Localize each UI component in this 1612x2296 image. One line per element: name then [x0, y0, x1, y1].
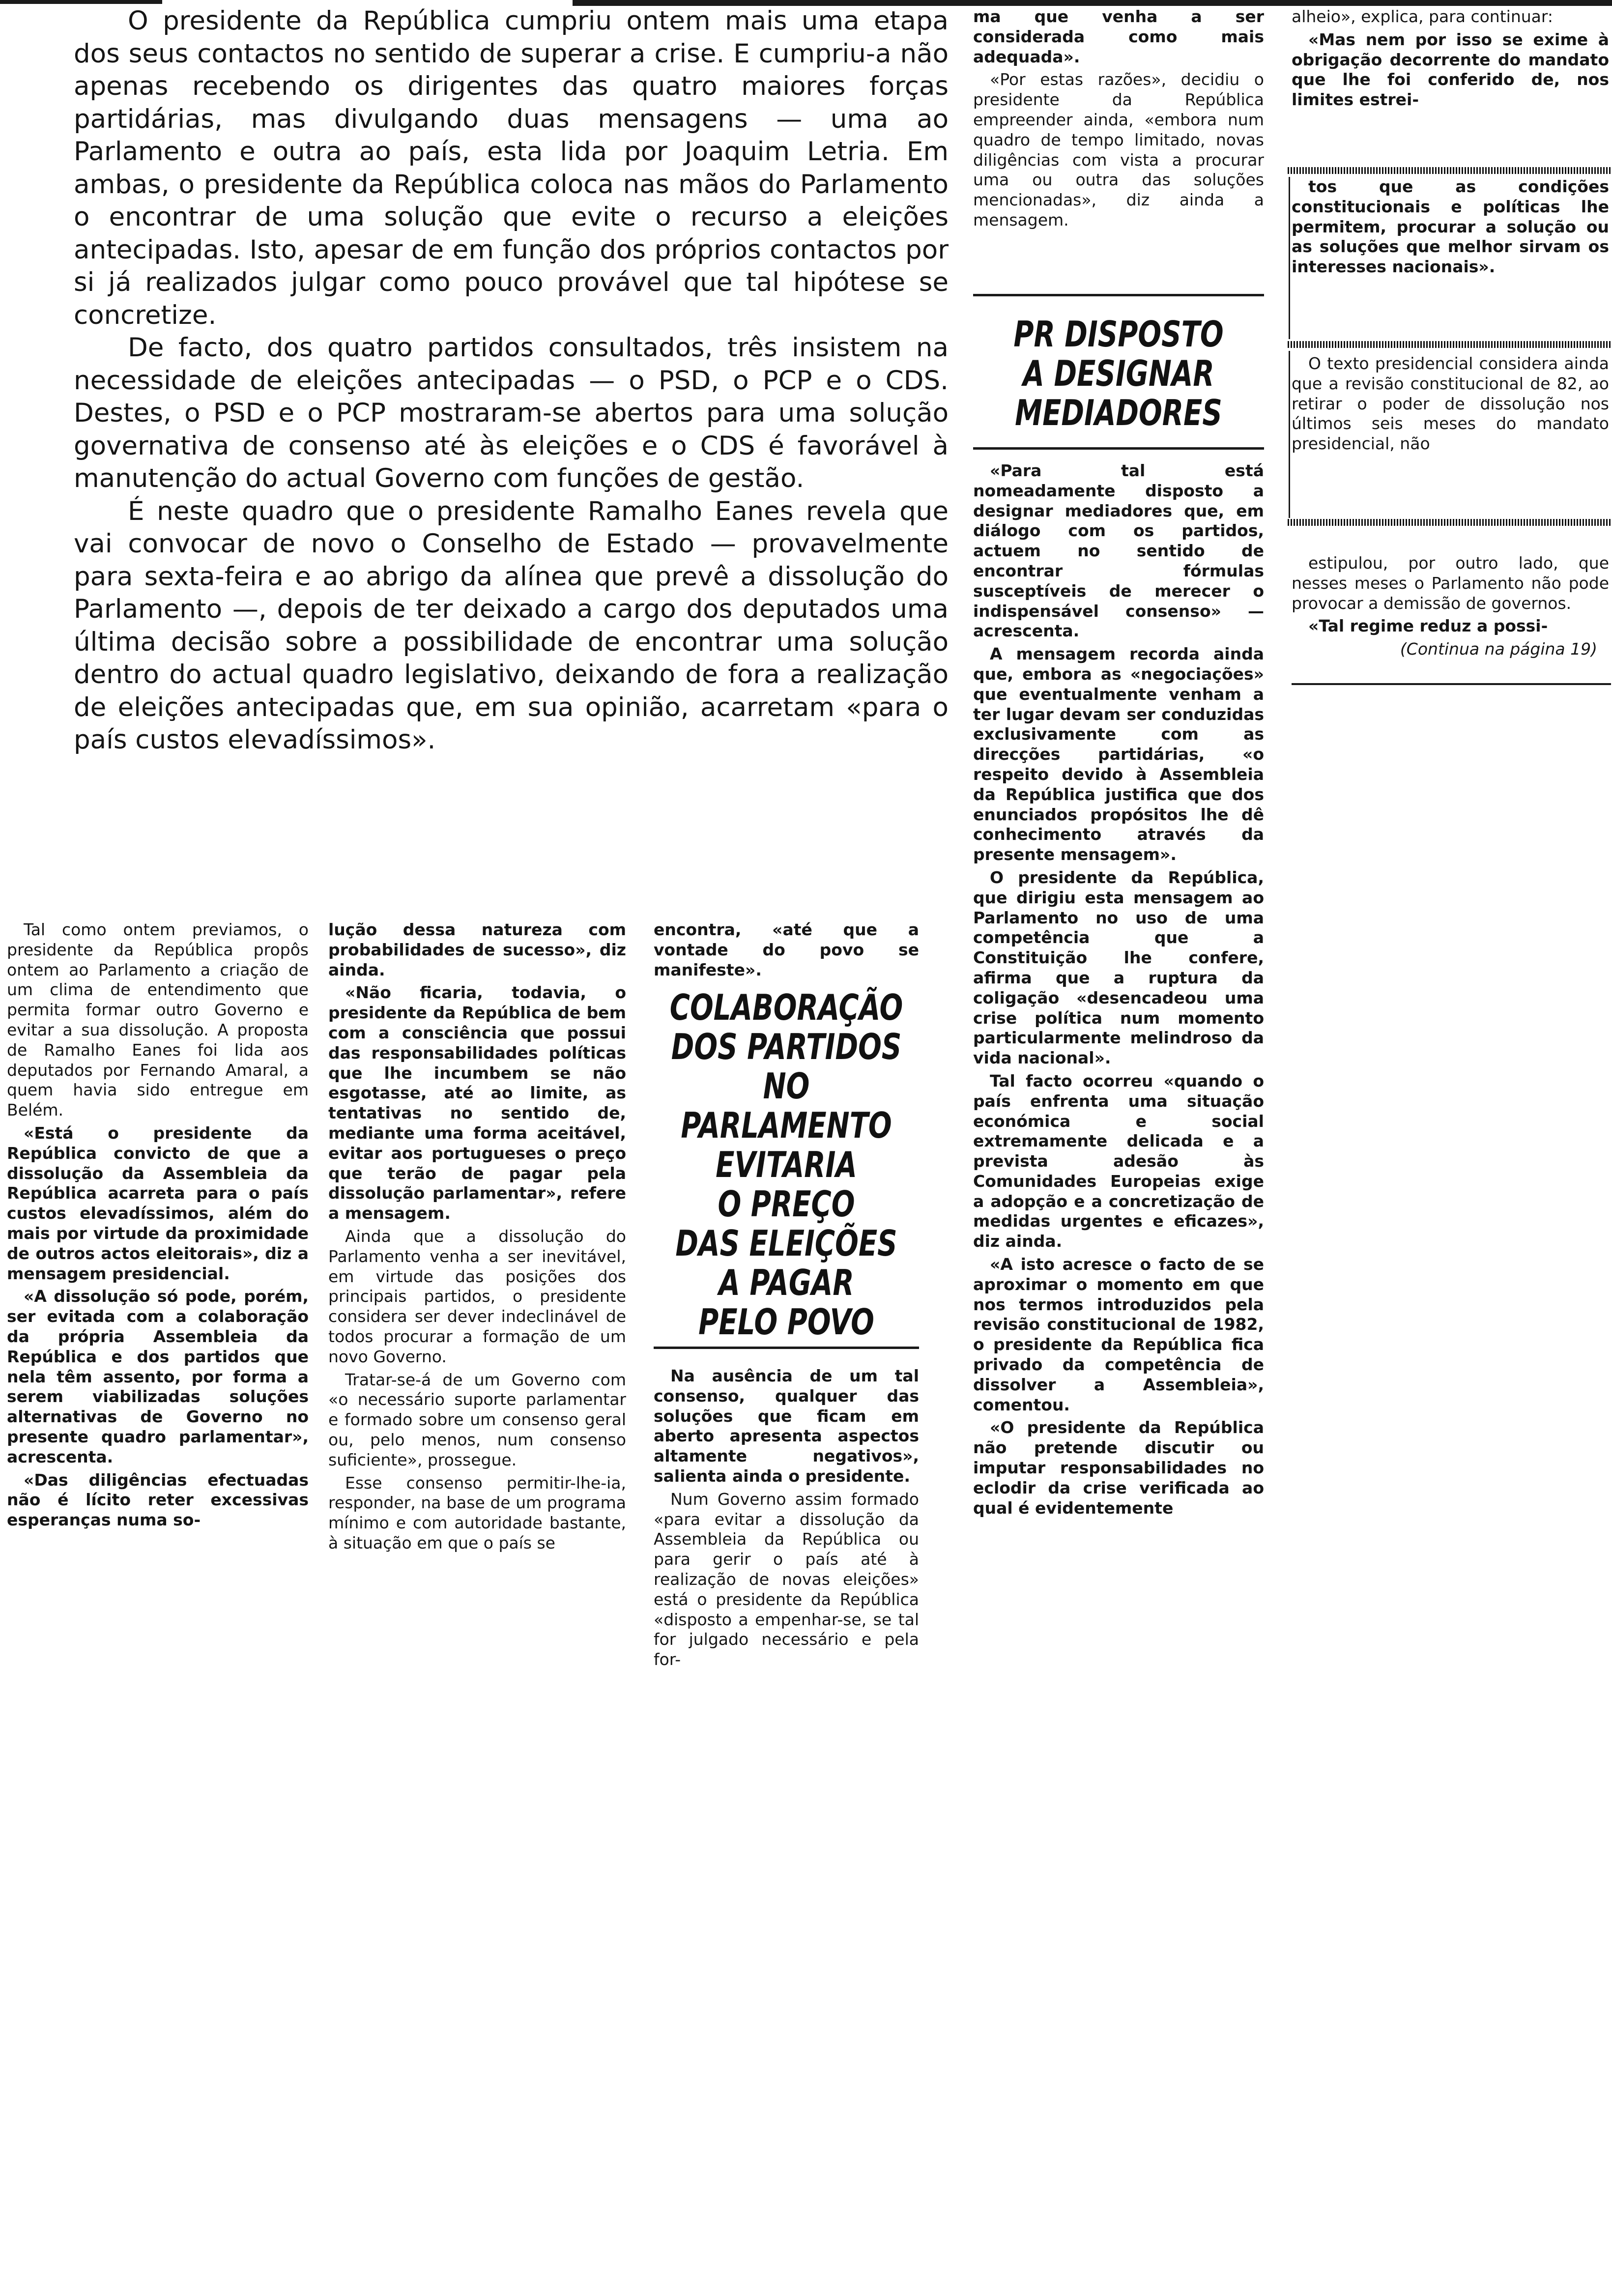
- col1-paragraph: Tal como ontem previamos, o presidente da República propôs ontem ao Parlamento a criação de um clima de entendimento que permita formar outro Governo e evitar a sua dissolução. A proposta de Ramalho Eanes foi lida aos deputados por Fernando Amaral, a quem havia sido entregue em Belém.: [7, 920, 309, 1120]
- headline-line: PR DISPOSTO: [1013, 314, 1224, 355]
- col2-paragraph: lução dessa natureza com probabilidades de sucesso», diz ainda.: [328, 920, 626, 979]
- headline-line: MEDIADORES: [1015, 392, 1222, 433]
- column-3: [654, 1366, 919, 1673]
- divider-hatch: [1288, 519, 1612, 526]
- bottom-rule: [1292, 683, 1611, 685]
- col2-paragraph: Ainda que a dissolução do Parlamento venha a ser inevitável, em virtude das posições dos principais partidos, o presidente considera ser dever indeclinável de todos procurar a formação de um novo Governo.: [328, 1226, 626, 1366]
- headline-rule: [654, 1347, 919, 1349]
- headline-line: A DESIGNAR: [1023, 353, 1214, 394]
- headline-line: O PREÇO: [718, 1183, 855, 1225]
- headline-line: DAS ELEIÇÕES: [675, 1223, 897, 1264]
- divider-hatch: [1288, 167, 1612, 174]
- section-rule: [973, 447, 1264, 450]
- col4-paragraph: «Para tal está nomeadamente disposto a designar mediadores que, em diálogo com os partidos, actuem no sentido de encontrar fórmulas susceptíveis de merecer o indispensável consenso» — acrescenta.: [973, 461, 1264, 641]
- continued-note: (Continua na página 19): [1400, 639, 1597, 659]
- column-4: [973, 461, 1264, 1521]
- column-4-top: [973, 7, 1264, 233]
- lead-paragraph-3: É neste quadro que o presidente Ramalho Eanes revela que vai convocar de novo o Conselho de Estado — provavelmente para sexta-feira e ao abrigo da alínea que prevê a dissolução do Parlamento —, depois de ter deixado a cargo dos deputados uma última decisão sobre a possibilidade de encontrar uma solução dentro do actual quadro legislativo, deixando de fora a realização de eleições antecipadas que, em sua opinião, acarretam «para o país custos elevadíssimos».: [74, 496, 949, 755]
- col4-paragraph: Tal facto ocorreu «quando o país enfrenta uma situação económica e social extremamente delicada e a prevista adesão às Comunidades Europeias exige a adopção e a concretização de medidas urgentes e eficazes», diz ainda.: [973, 1071, 1264, 1251]
- col4-paragraph: O presidente da República, que dirigiu esta mensagem ao Parlamento no uso de uma competência que a Constituição lhe confere, afirma que a ruptura da coligação «desencadeou uma crise política num momento particularmente melindroso da vida nacional».: [973, 867, 1264, 1068]
- column-5-bottom: [1292, 553, 1609, 662]
- headline-line: PELO POVO: [698, 1301, 874, 1343]
- col3-top-paragraph: encontra, «até que a vontade do povo se manifeste».: [654, 920, 919, 979]
- divider-hatch: [1288, 341, 1612, 348]
- lead-paragraph-1: O presidente da República cumpriu ontem mais uma etapa dos seus contactos no sentido de superar a crise. E cumpriu-a não apenas recebendo os dirigentes das quatro maiores forças partidárias, mas divulgando duas mensagens — uma ao Parlamento e outra ao país, esta lida por Joaquim Letria. Em ambas, o presidente da República coloca nas mãos do Parlamento o encontrar de uma solução que evite o recurso a eleições antecipadas. Isto, apesar de em função dos próprios contactos por si já realizados julgar como pouco provável que tal hipótese se concretize.: [74, 6, 949, 330]
- col5-last-paragraph: «Tal regime reduz a possi-: [1308, 616, 1548, 636]
- section-rule: [973, 294, 1264, 296]
- col5-box2-paragraph: tos que as condições constitucionais e políticas lhe permitem, procurar a solução ou as soluções que melhor sirvam os interesses nacionais».: [1292, 177, 1609, 277]
- lead-article: [74, 5, 949, 757]
- column-1: [7, 920, 309, 1533]
- col2-paragraph: «Não ficaria, todavia, o presidente da República de bem com a consciência que possui das responsabilidades políticas que lhe incumbem se não esgotasse, até ao limite, as tentativas no sentido de, mediante uma forma aceitável, evitar aos portugueses o preço que terão de pagar pela dissolução parlamentar», refere a mensagem.: [328, 983, 626, 1223]
- col1-paragraph: «Das diligências efectuadas não é lícito reter excessivas esperanças numa so-: [7, 1470, 309, 1530]
- headline-line: A PAGAR: [719, 1262, 854, 1303]
- headline-line: NO PARLAMENTO: [681, 1065, 892, 1146]
- col1-paragraph: «Está o presidente da República convicto de que a dissolução da Assembleia da República acarreta para o país custos elevadíssimos, além do mais por virtude da proximidade de outros actos eleitorais», diz a mensagem presidencial.: [7, 1123, 309, 1283]
- col1-paragraph: «A dissolução só pode, porém, ser evitada com a colaboração da própria Assembleia da República e dos partidos que nela têm assento, por forma a serem viabilizadas soluções alternativas de Governo no presente quadro parlamentar», acrescenta.: [7, 1287, 309, 1466]
- headline-line: COLABORAÇÃO: [669, 987, 903, 1028]
- top-rule-left: [0, 0, 162, 4]
- column-3-top: [654, 920, 919, 983]
- col4-top-paragraph: ma que venha a ser considerada como mais adequada».: [973, 7, 1264, 66]
- col2-paragraph: Esse consenso permitir-lhe-ia, responder, na base de um programa mínimo e com autoridade bastante, à situação em que o país se: [328, 1473, 626, 1552]
- col3-paragraph: Na ausência de um tal consenso, qualquer das soluções que ficam em aberto apresenta aspectos altamente negativos», salienta ainda o presidente.: [654, 1366, 919, 1486]
- col3-paragraph: Num Governo assim formado «para evitar a dissolução da Assembleia da República ou para gerir o país até à realização de novas eleições» está o presidente da República «disposto a empenhar-se, se tal for julgado necessário e pela for-: [654, 1489, 919, 1669]
- col5-top-paragraph: alheio», explica, para continuar:: [1292, 7, 1553, 26]
- col4-paragraph: A mensagem recorda ainda que, embora as «negociações» que eventualmente venham a ter lugar devam ser conduzidas exclusivamente com as direcções partidárias, «o respeito devido à Assembleia da República justifica que dos enunciados propósitos lhe dê conhecimento através da presente mensagem».: [973, 644, 1264, 864]
- headline-line: EVITARIA: [716, 1144, 857, 1185]
- column-5-box: [1292, 177, 1609, 280]
- col5-after-paragraph: estipulou, por outro lado, que nesses meses o Parlamento não pode provocar a demissão de governos.: [1292, 553, 1609, 613]
- col2-paragraph: Tratar-se-á de um Governo com «o necessário suporte parlamentar e formado sobre um consenso geral ou, pelo menos, num consenso suficiente», prossegue.: [328, 1370, 626, 1469]
- column-2: [328, 920, 626, 1556]
- col4-paragraph: «O presidente da República não pretende discutir ou imputar responsabilidades no eclodir da crise verificada ao qual é evidentemente: [973, 1418, 1264, 1518]
- lead-paragraph-2: De facto, dos quatro partidos consultados, três insistem na necessidade de eleições antecipadas — o PSD, o PCP e o CDS. Destes, o PSD e o PCP mostraram-se abertos para uma solução governativa de consenso até às eleições e o CDS é favorável à manutenção do actual Governo com funções de gestão.: [74, 333, 949, 493]
- col5-box3-paragraph: O texto presidencial considera ainda que a revisão constitucional de 82, ao retirar o poder de dissolução nos últimos seis meses do mandato presidencial, não: [1292, 354, 1609, 454]
- col4-paragraph: «A isto acresce o facto de se aproximar o momento em que nos termos introduzidos pela revisão constitucional de 1982, o presidente da República fica privado da competência de dissolver a Assembleia», comentou.: [973, 1255, 1264, 1414]
- column-5-box-2: [1292, 354, 1609, 457]
- headline-pr-disposto: [1005, 315, 1232, 432]
- col4-top-paragraph: «Por estas razões», decidiu o presidente da República empreender ainda, «embora num quadro de tempo limitado, novas diligências com vista a procurar uma ou outra das soluções mencionadas», diz ainda a mensagem.: [973, 70, 1264, 230]
- headline-line: DOS PARTIDOS: [671, 1026, 902, 1067]
- headline-colaboracao: [667, 988, 905, 1342]
- column-5-top: [1292, 7, 1609, 113]
- col5-box1-paragraph: «Mas nem por isso se exime à obrigação decorrente do mandato que lhe foi conferido de, nos limites estrei-: [1292, 29, 1609, 110]
